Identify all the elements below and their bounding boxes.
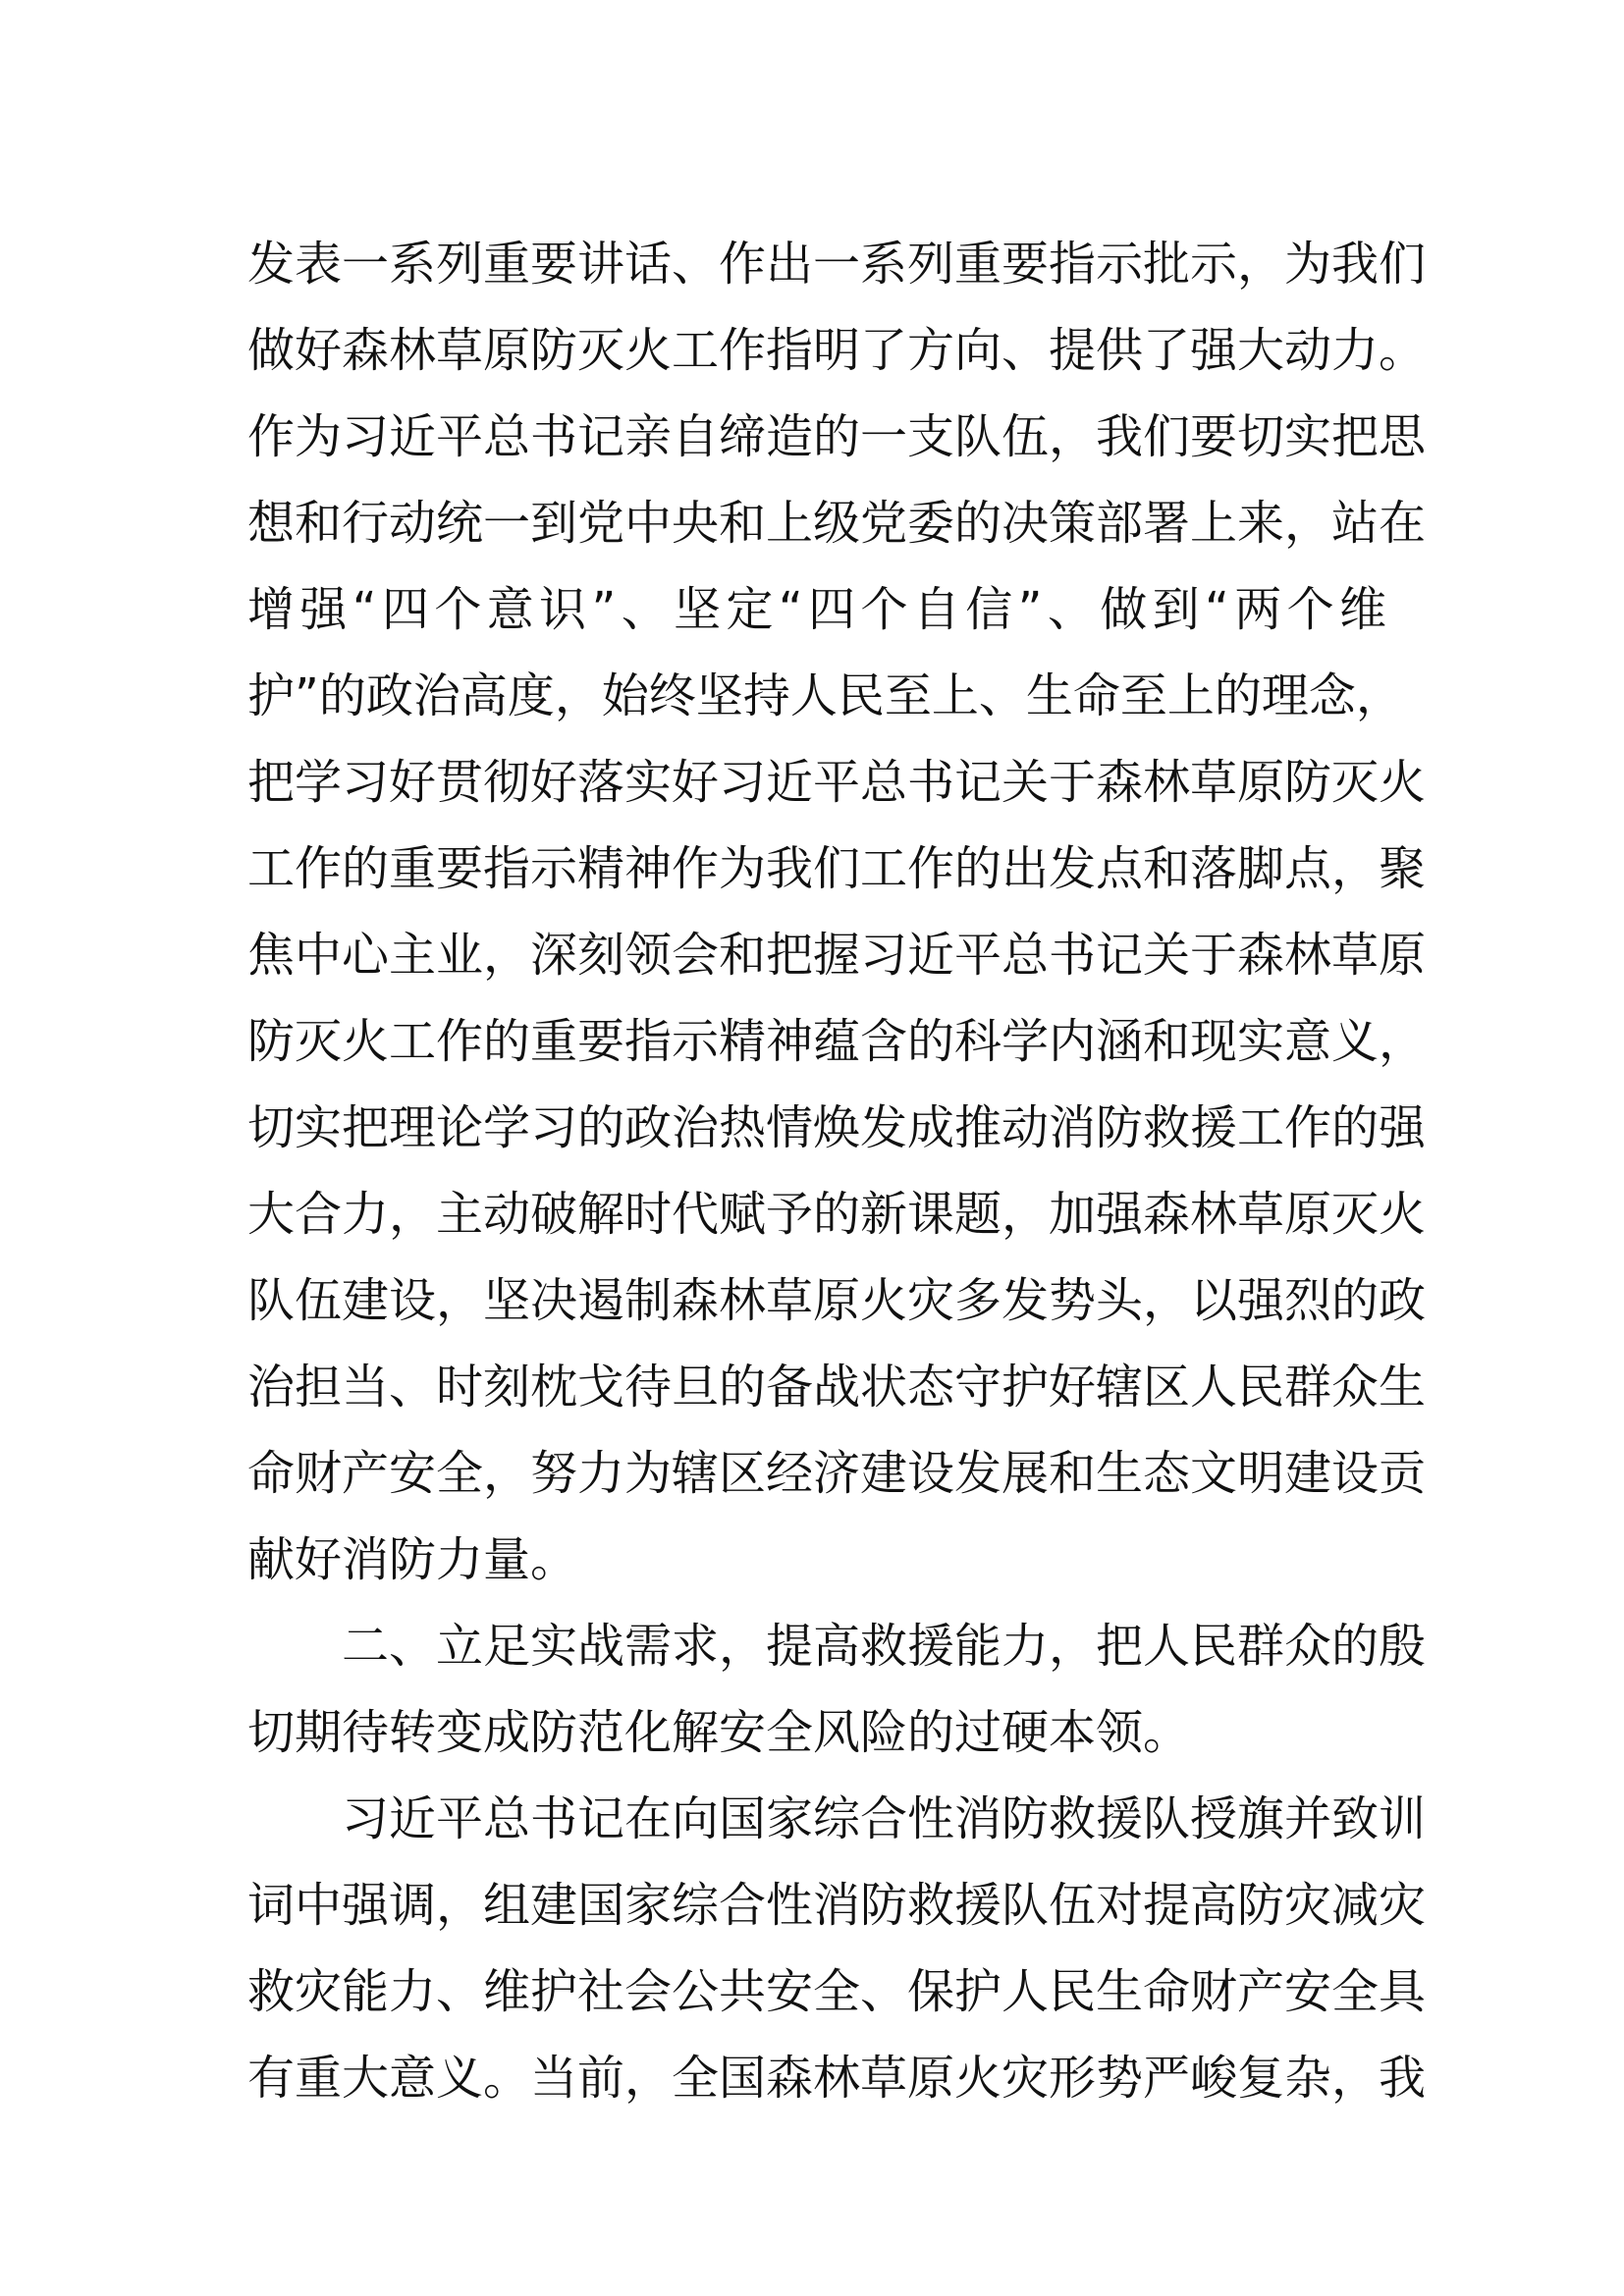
text-line: 习近平总书记在向国家综合性消防救援队授旗并致训 — [342, 1791, 1427, 1846]
text-line: 发表一系列重要讲话、作出一系列重要指示批示，为我们 — [247, 237, 1427, 292]
text-line: 命财产安全，努力为辖区经济建设发展和生态文明建设贡 — [247, 1446, 1427, 1501]
text-line: 词中强调，组建国家综合性消防救援队伍对提高防灾减灾 — [247, 1878, 1427, 1933]
text-line: 防灭火工作的重要指示精神蕴含的科学内涵和现实意义， — [247, 1014, 1427, 1069]
paragraph-1 — [247, 221, 1427, 1603]
text-line: 治担当、时刻枕戈待旦的备战状态守护好辖区人民群众生 — [247, 1360, 1427, 1415]
text-line: 救灾能力、维护社会公共安全、保护人民生命财产安全具 — [247, 1964, 1427, 2019]
text-line: 护”的政治高度，始终坚持人民至上、生命至上的理念， — [247, 668, 1403, 723]
paragraph-2-section-heading — [247, 1603, 1427, 1776]
document-page — [247, 221, 1427, 2121]
text-line: 切期待转变成防范化解安全风险的过硬本领。 — [247, 1705, 1191, 1760]
text-line: 做好森林草原防灭火工作指明了方向、提供了强大动力。 — [247, 323, 1427, 378]
text-line: 献好消防力量。 — [247, 1532, 578, 1587]
text-line: 工作的重要指示精神作为我们工作的出发点和落脚点，聚 — [247, 841, 1427, 896]
paragraph-3 — [247, 1776, 1427, 2121]
text-line: 队伍建设，坚决遏制森林草原火灾多发势头，以强烈的政 — [247, 1273, 1427, 1328]
text-line: 把学习好贯彻好落实好习近平总书记关于森林草原防灭火 — [247, 755, 1427, 810]
text-line: 增强“四个意识”、坚定“四个自信”、做到“两个维 — [247, 582, 1386, 637]
text-line: 焦中心主业，深刻领会和把握习近平总书记关于森林草原 — [247, 928, 1427, 983]
text-line: 大合力，主动破解时代赋予的新课题，加强森林草原灭火 — [247, 1187, 1427, 1242]
text-line: 二、立足实战需求，提高救援能力，把人民群众的殷 — [342, 1619, 1427, 1674]
text-line: 有重大意义。当前，全国森林草原火灾形势严峻复杂，我 — [247, 2051, 1427, 2106]
text-line: 切实把理论学习的政治热情焕发成推动消防救援工作的强 — [247, 1100, 1427, 1155]
text-line: 作为习近平总书记亲自缔造的一支队伍，我们要切实把思 — [247, 409, 1427, 464]
text-line: 想和行动统一到党中央和上级党委的决策部署上来，站在 — [247, 496, 1427, 551]
